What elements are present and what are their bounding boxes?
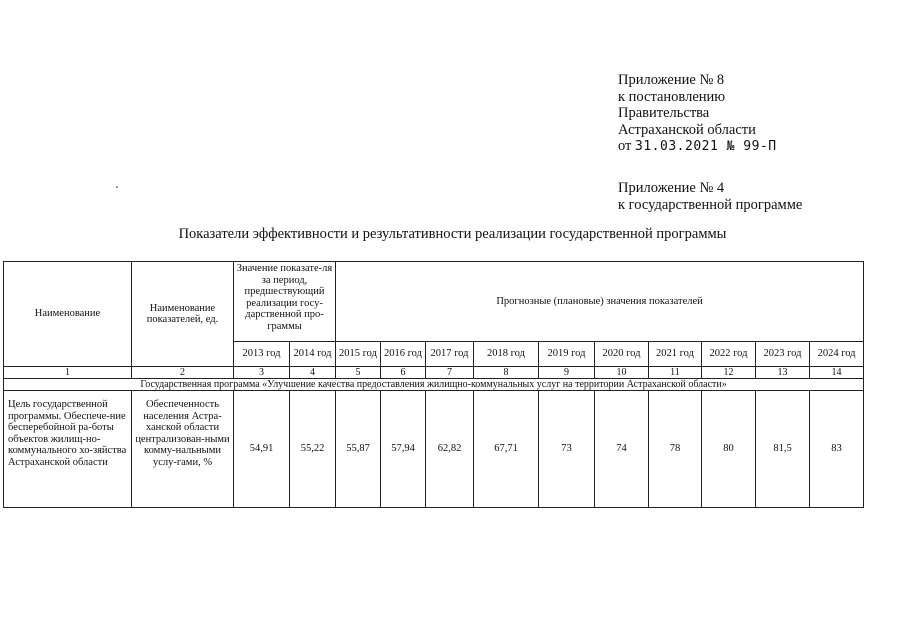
row-value: 57,94 xyxy=(381,391,426,508)
row-value: 83 xyxy=(810,391,864,508)
column-number: 1 xyxy=(4,367,132,379)
appendix-8-block xyxy=(618,72,888,156)
row-value: 55,87 xyxy=(336,391,381,508)
appendix-8-line: к постановлению xyxy=(618,88,726,105)
year-header: 2024 год xyxy=(810,342,864,367)
row-value: 67,71 xyxy=(474,391,539,508)
row-value: 78 xyxy=(649,391,702,508)
year-header: 2014 год xyxy=(290,342,336,367)
appendix-8-line: Правительства xyxy=(618,105,710,121)
column-number: 2 xyxy=(132,367,234,379)
row-value: 81,5 xyxy=(756,391,810,508)
program-title: Государственная программа «Улучшение качества предоставления жилищно-коммунальных услуг на территории Астраханской области» xyxy=(4,379,864,391)
year-header: 2017 год xyxy=(426,342,474,367)
year-header: 2016 год xyxy=(381,342,426,367)
year-header: 2023 год xyxy=(756,342,810,367)
header-forecast: Прогнозные (плановые) значения показателей xyxy=(336,262,864,342)
year-header: 2020 год xyxy=(595,342,649,367)
column-number: 14 xyxy=(810,367,864,379)
column-number: 3 xyxy=(234,367,290,379)
date-prefix: от xyxy=(618,138,632,154)
column-number: 6 xyxy=(381,367,426,379)
row-indicator: Обеспеченность населения Астра-ханской области централизован-ными комму-нальными услу-гами, % xyxy=(132,391,234,508)
header-prev-value: Значение показате-ля за период, предшествующий реализации госу-дарственной про-граммы xyxy=(234,262,336,342)
year-header: 2013 год xyxy=(234,342,290,367)
column-number: 4 xyxy=(290,367,336,379)
column-number: 9 xyxy=(539,367,595,379)
column-number: 10 xyxy=(595,367,649,379)
scan-speck xyxy=(116,186,118,188)
appendix-8-date-line xyxy=(618,138,888,156)
column-number: 12 xyxy=(702,367,756,379)
appendix-8-line: Астраханской области xyxy=(618,121,756,138)
year-header: 2019 год xyxy=(539,342,595,367)
indicators-table xyxy=(3,261,864,508)
appendix-4-line: Приложение № 4 xyxy=(618,180,725,196)
page-title: Показатели эффективности и результативности реализации государственной программы xyxy=(178,226,727,242)
year-header: 2018 год xyxy=(474,342,539,367)
table-row xyxy=(4,391,864,508)
appendix-8-line: Приложение № 8 xyxy=(618,72,725,88)
row-value: 73 xyxy=(539,391,595,508)
year-header: 2015 год xyxy=(336,342,381,367)
year-header: 2022 год xyxy=(702,342,756,367)
row-value: 55,22 xyxy=(290,391,336,508)
row-value: 74 xyxy=(595,391,649,508)
column-numbers-row xyxy=(4,367,864,379)
column-number: 8 xyxy=(474,367,539,379)
row-name: Цель государственной программы. Обеспече-ние бесперебойной ра-боты объектов жилищ-но-коммунального хо-зяйства Астраханской области xyxy=(4,391,132,508)
row-value: 80 xyxy=(702,391,756,508)
program-title-row xyxy=(4,379,864,391)
row-value: 54,91 xyxy=(234,391,290,508)
header-indicator: Наименование показателей, ед. xyxy=(132,262,234,367)
appendix-4-line: к государственной программе xyxy=(618,196,803,213)
appendix-4-block xyxy=(618,180,888,213)
column-number: 13 xyxy=(756,367,810,379)
row-value: 62,82 xyxy=(426,391,474,508)
column-number: 5 xyxy=(336,367,381,379)
header-name: Наименование xyxy=(4,262,132,367)
column-number: 7 xyxy=(426,367,474,379)
header-row xyxy=(4,262,864,342)
date-number-stamp: 31.03.2021 № 99-П xyxy=(635,139,777,154)
column-number: 11 xyxy=(649,367,702,379)
year-header: 2021 год xyxy=(649,342,702,367)
